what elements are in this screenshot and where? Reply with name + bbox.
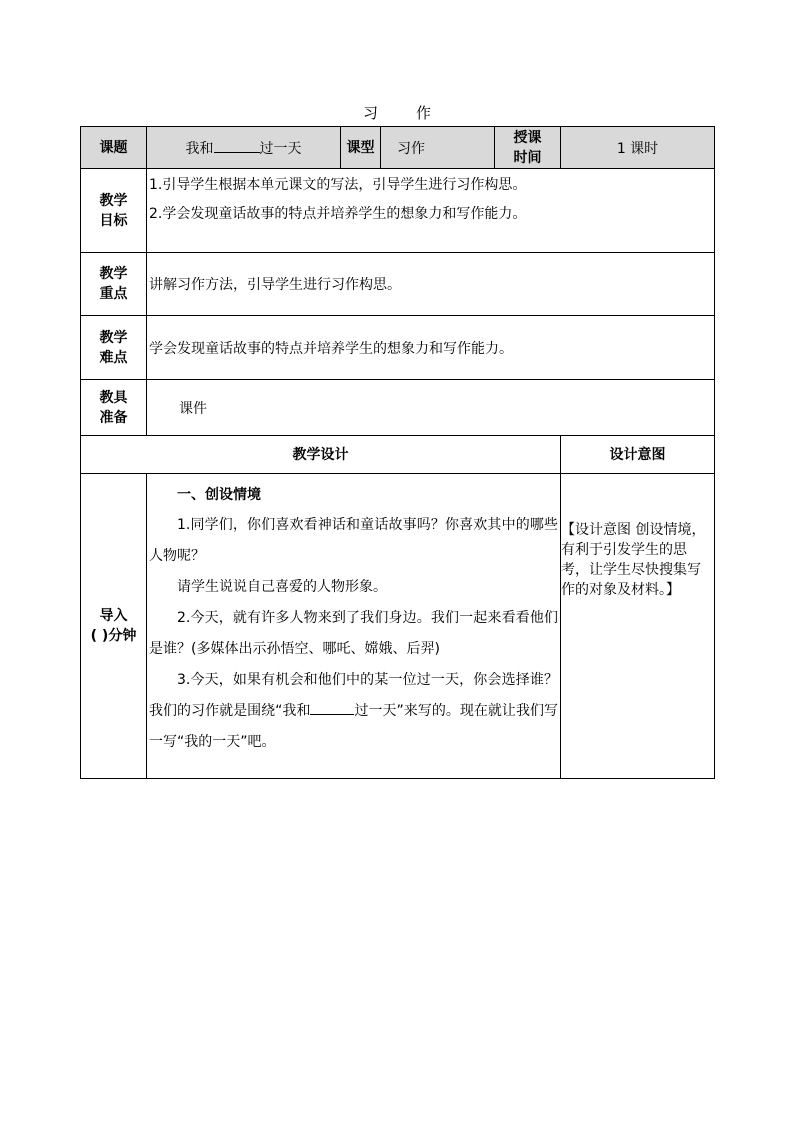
design-body-row bbox=[81, 474, 715, 779]
inline-blank bbox=[310, 701, 354, 715]
title-char-2: 作 bbox=[416, 104, 432, 122]
topic-label: 课题 bbox=[81, 127, 147, 169]
key-points-label: 教学 重点 bbox=[81, 253, 147, 316]
difficulties-row bbox=[81, 316, 715, 380]
difficulties-label: 教学 难点 bbox=[81, 316, 147, 380]
intent-content: 【设计意图 创设情境，有利于引发学生的思考，让学生尽快搜集写作的对象及材料。】 bbox=[561, 474, 715, 779]
design-paragraph: 请学生说说自己喜爱的人物形象。 bbox=[177, 579, 387, 595]
design-paragraph: 1.同学们，你们喜欢看神话和童话故事吗？你喜欢其中的哪些人物呢？ bbox=[149, 517, 558, 564]
topic-value: 我和 过一天 bbox=[147, 127, 341, 169]
objective-item: 1.引导学生根据本单元课文的写法，引导学生进行习作构思。 bbox=[149, 177, 527, 193]
intent-header: 设计意图 bbox=[561, 436, 715, 474]
design-content bbox=[147, 474, 561, 779]
header-row bbox=[81, 127, 715, 169]
objectives-content bbox=[147, 169, 715, 253]
section-heading: 一、创设情境 bbox=[177, 487, 261, 503]
type-value: 习作 bbox=[381, 127, 495, 169]
key-points-row bbox=[81, 253, 715, 316]
title-char-1: 习 bbox=[362, 104, 378, 122]
difficulties-content: 学会发现童话故事的特点并培养学生的想象力和写作能力。 bbox=[147, 316, 715, 380]
tools-label: 教具 准备 bbox=[81, 380, 147, 436]
time-label: 授课 时间 bbox=[495, 127, 561, 169]
objectives-row bbox=[81, 169, 715, 253]
design-header: 教学设计 bbox=[81, 436, 561, 474]
stage-label: 导入 ( )分钟 bbox=[81, 474, 147, 779]
design-header-row bbox=[81, 436, 715, 474]
objective-item: 2.学会发现童话故事的特点并培养学生的想象力和写作能力。 bbox=[149, 206, 527, 222]
topic-blank bbox=[214, 139, 260, 153]
design-paragraph: 3.今天，如果有机会和他们中的某一位过一天，你会选择谁？我们的习作就是围绕“我和 过一天”来写的。现在就让我们写一写“我的一天”吧。 bbox=[149, 672, 558, 750]
page-title bbox=[0, 102, 794, 123]
time-value: 1 课时 bbox=[561, 127, 715, 169]
design-paragraph: 2.今天，就有许多人物来到了我们身边。我们一起来看看他们是谁？(多媒体出示孙悟空、哪吒、嫦娥、后羿) bbox=[149, 610, 558, 657]
tools-content: 课件 bbox=[147, 380, 715, 436]
objectives-label: 教学 目标 bbox=[81, 169, 147, 253]
type-label: 课型 bbox=[341, 127, 381, 169]
key-points-content: 讲解习作方法，引导学生进行习作构思。 bbox=[147, 253, 715, 316]
lesson-plan-table bbox=[80, 126, 715, 779]
tools-row bbox=[81, 380, 715, 436]
